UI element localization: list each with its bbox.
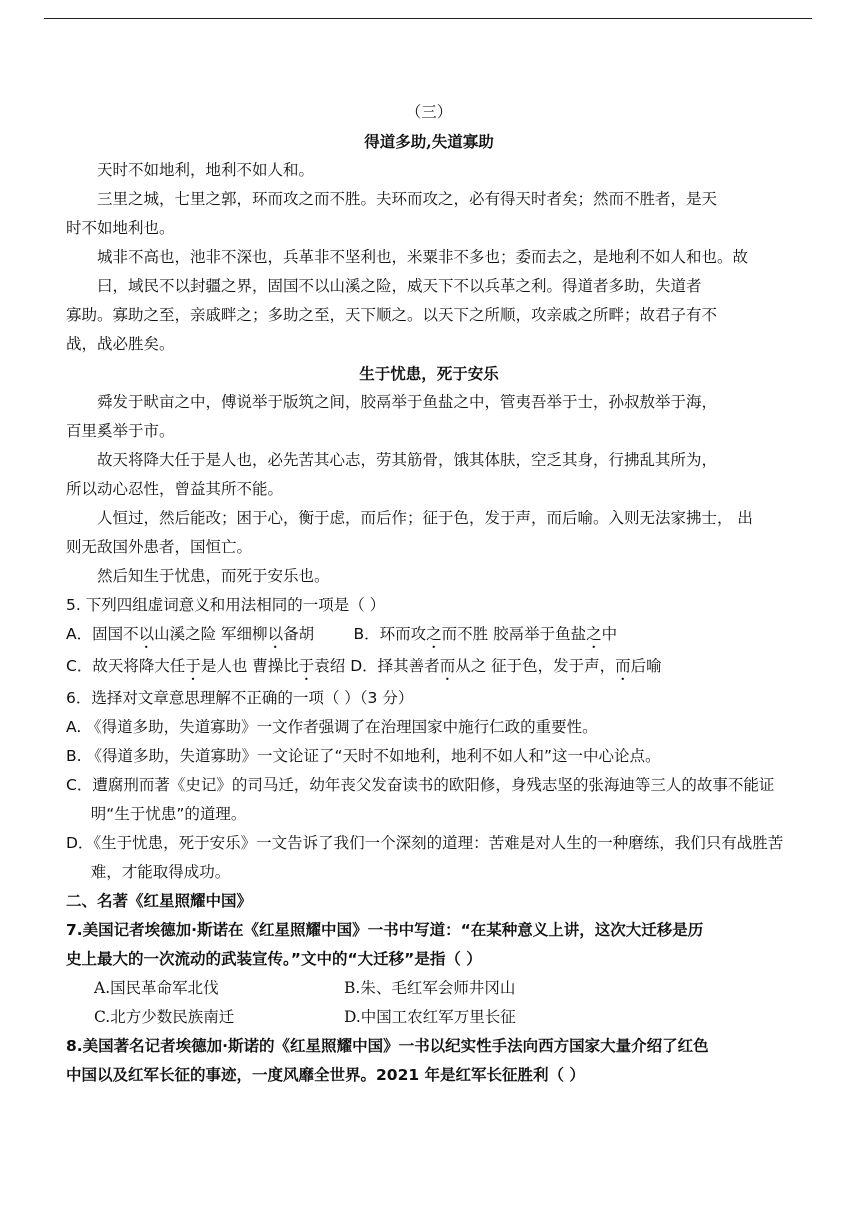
passage-line: 三里之城，七里之郭，环而攻之而不胜。夫环而攻之，必有得天时者矣；然而不胜者，是天 [97, 190, 718, 208]
question-5-row-ab [66, 620, 792, 652]
option-a: A．固国不以山溪之险 军细柳以备胡 [66, 625, 315, 643]
passage-line: 百里奚举于市。 [66, 422, 175, 440]
question-6-stem: 6．选择对文章意思理解不正确的一项（ ）（3 分） [66, 689, 414, 707]
question-7-stem-cont: 史上最大的一次流动的武装宣传。”文中的“大迁移”是指（ ） [66, 950, 482, 968]
passage-title-2: 生于忧患，死于安乐 [359, 364, 499, 383]
question-7-stem: 7.美国记者埃德加·斯诺在《红星照耀中国》一书中写道：“在某种意义上讲，这次大迁移是历 [66, 921, 704, 939]
option-c: C.北方少数民族南迁 [94, 1008, 235, 1026]
option-b: B. 《得道多助，失道寡助》一文论证了“天时不如地利，地利不如人和”这一中心论点。 [66, 747, 661, 765]
passage-line: 城非不高也，池非不深也，兵革非不坚利也，米粟非不多也；委而去之，是地利不如人和也。故 [97, 248, 749, 266]
question-5-row-cd [66, 652, 792, 684]
question-5-stem: 5. 下列四组虚词意义和用法相同的一项是（ ） [66, 596, 386, 614]
option-d: D．择其善者而从之 征于色，发于声，而后喻 [350, 657, 662, 675]
passage-line: 舜发于畎亩之中，傅说举于版筑之间，胶鬲举于鱼盐之中，管夷吾举于士，孙叔敖举于海， [97, 393, 718, 411]
question-8-stem: 8.美国著名记者埃德加·斯诺的《红星照耀中国》一书以纪实性手法向西方国家大量介绍了红色 [66, 1037, 709, 1055]
section-number: （三） [405, 103, 453, 121]
passage-line: 人恒过，然后能改；困于心，衡于虑，而后作；征于色，发于声，而后喻。入则无法家拂士， 出 [97, 509, 753, 527]
option-b: B.朱、毛红军会师井冈山 [344, 979, 516, 997]
passage-line: 寡助。寡助之至，亲戚畔之；多助之至，天下顺之。以天下之所顺，攻亲戚之所畔；故君子有不 [66, 306, 718, 324]
passage-line: 故天将降大任于是人也，必先苦其心志，劳其筋骨，饿其体肤，空乏其身，行拂乱其所为， [97, 451, 718, 469]
question-8-stem-cont: 中国以及红军长征的事迹，一度风靡全世界。2021 年是红军长征胜利（ ） [66, 1066, 585, 1084]
section-2-title: 二、名著《红星照耀中国》 [66, 892, 253, 910]
option-d: D.中国工农红军万里长征 [344, 1008, 516, 1026]
option-c: C．遭腐刑而著《史记》的司马迁，幼年丧父发奋读书的欧阳修，身残志坚的张海迪等三人的故事不能证明“生于忧患”的道理。 [66, 776, 775, 823]
passage-line: 天时不如地利，地利不如人和。 [97, 161, 315, 179]
option-a: A.国民革命军北伐 [94, 979, 219, 997]
passage-title-1: 得道多助,失道寡助 [364, 132, 494, 151]
passage-line: 所以动心忍性，曾益其所不能。 [66, 480, 284, 498]
option-c: C．故天将降大任于是人也 曹操比于袁绍 [66, 657, 346, 675]
passage-line: 时不如地利也。 [66, 219, 175, 237]
option-d: D．《生于忧患，死于安乐》一文告诉了我们一个深刻的道理：苦难是对人生的一种磨练，我们只有战胜苦难，才能取得成功。 [66, 834, 784, 881]
header-rule [44, 18, 812, 19]
passage-line: 则无敌国外患者，国恒亡。 [66, 538, 253, 556]
option-b: B．环而攻之而不胜 胶鬲举于鱼盐之中 [353, 625, 618, 643]
question-7-row-ab [66, 974, 792, 1003]
exam-page [66, 98, 792, 1090]
question-7-row-cd [66, 1003, 792, 1032]
option-a: A. 《得道多助，失道寡助》一文作者强调了在治理国家中施行仁政的重要性。 [66, 718, 598, 736]
passage-line: 然后知生于忧患，而死于安乐也。 [97, 567, 330, 585]
passage-line: 曰，域民不以封疆之界，固国不以山溪之险，威天下不以兵革之利。得道者多助，失道者 [97, 277, 702, 295]
passage-line: 战，战必胜矣。 [66, 335, 175, 353]
